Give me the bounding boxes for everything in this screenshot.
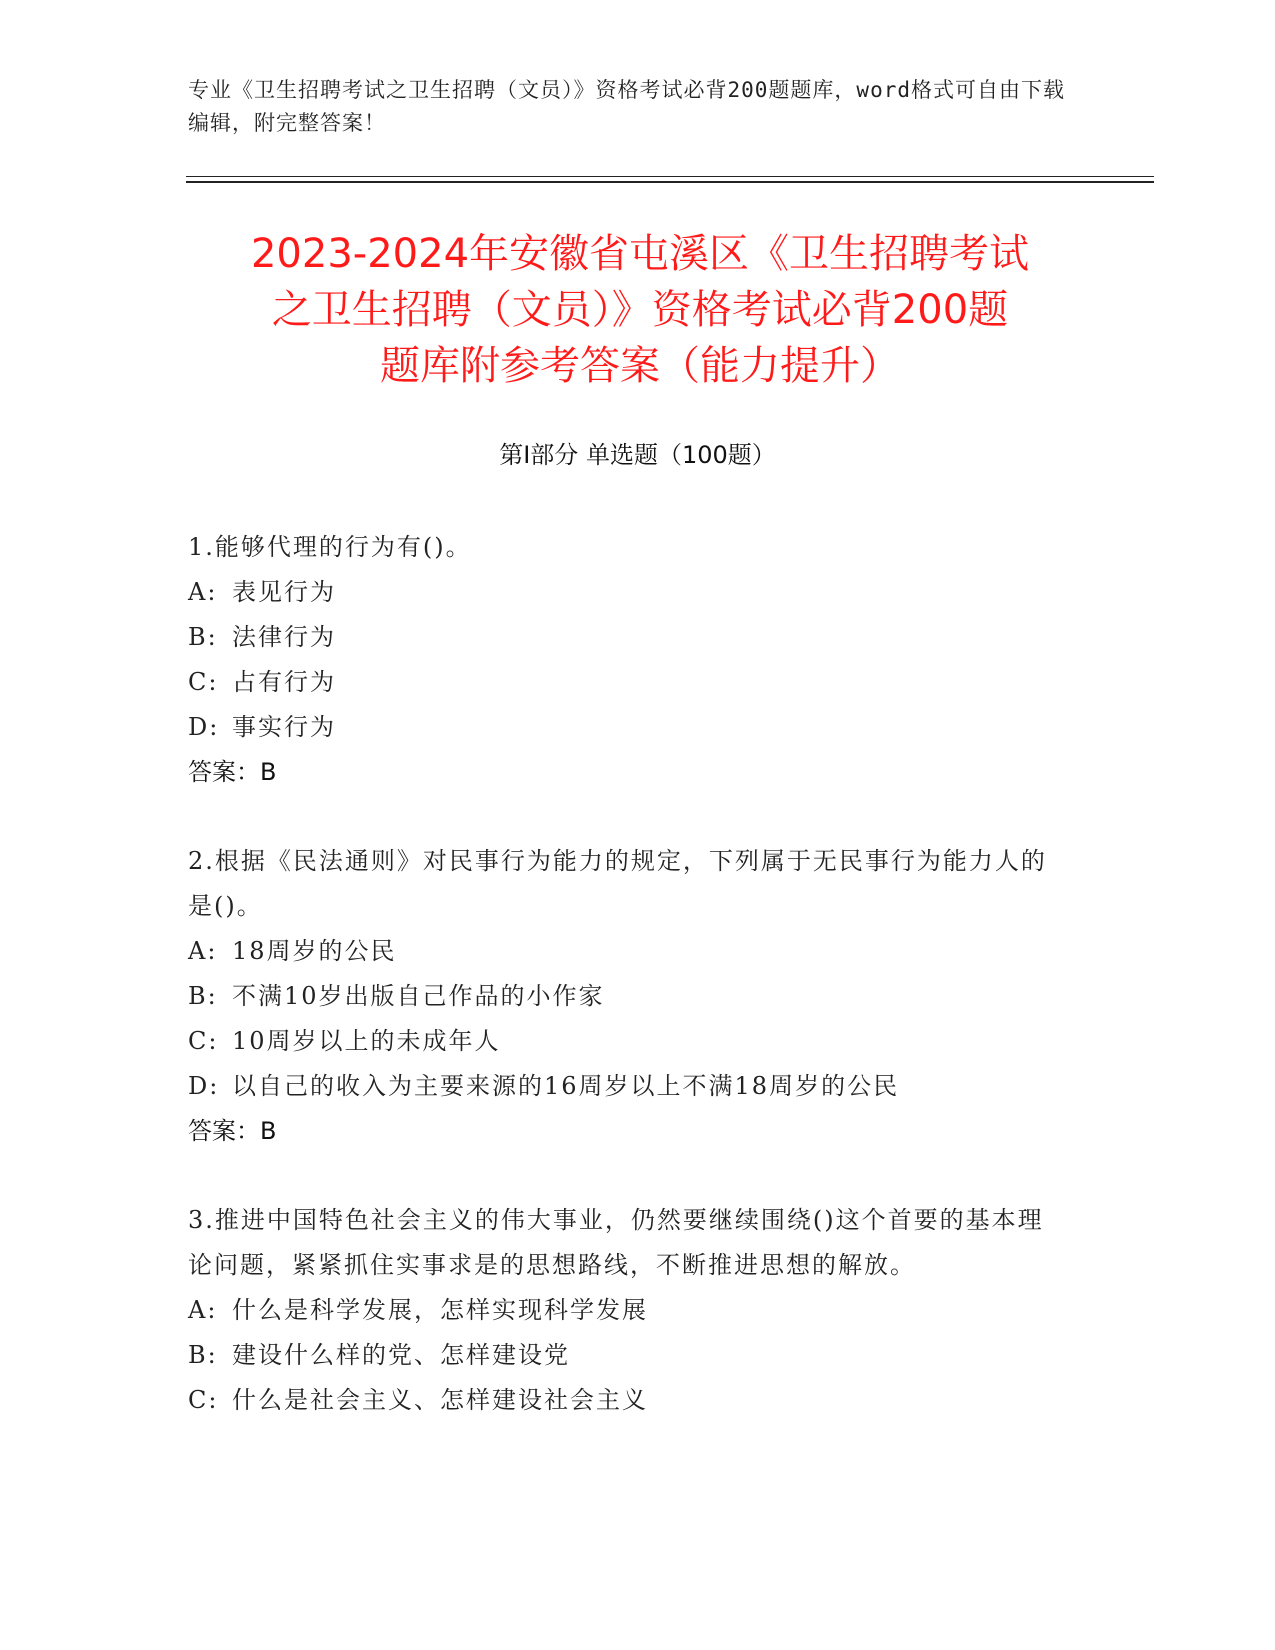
- question-stem: 3.推进中国特色社会主义的伟大事业，仍然要继续围绕()这个首要的基本理论问题，紧紧抓住实事求是的思想路线，不断推进思想的解放。: [188, 1206, 1044, 1279]
- option-a: [188, 1288, 1068, 1333]
- option-key: B:: [188, 623, 218, 651]
- option-key: C:: [188, 668, 219, 696]
- option-d: [188, 705, 1068, 750]
- option-key: A:: [188, 578, 218, 606]
- document-title-line: 之卫生招聘（文员）》资格考试必背200题: [271, 287, 1009, 333]
- option-text: 什么是社会主义、怎样建设社会主义: [232, 1386, 648, 1414]
- option-text: 18周岁的公民: [232, 937, 397, 965]
- option-text: 表见行为: [232, 578, 336, 606]
- option-key: C:: [188, 1027, 219, 1055]
- option-text: 以自己的收入为主要来源的16周岁以上不满18周岁的公民: [232, 1072, 900, 1100]
- option-a: [188, 570, 1068, 615]
- option-b: [188, 615, 1068, 660]
- option-text: 什么是科学发展，怎样实现科学发展: [232, 1296, 648, 1324]
- option-text: 10周岁以上的未成年人: [232, 1027, 501, 1055]
- option-text: 法律行为: [232, 623, 336, 651]
- option-key: A:: [188, 937, 218, 965]
- option-b: [188, 1333, 1068, 1378]
- header-rule-thick: [186, 181, 1154, 183]
- section-title: 第Ⅰ部分 单选题（100题）: [499, 441, 776, 469]
- question-stem: 1.能够代理的行为有()。: [188, 533, 472, 561]
- option-text: 占有行为: [232, 668, 336, 696]
- header-rule-thin: [186, 176, 1154, 177]
- option-key: D:: [188, 713, 220, 741]
- question-item: [188, 839, 1068, 1154]
- answer-line: 答案：B: [188, 758, 277, 786]
- page-header-note: 专业《卫生招聘考试之卫生招聘（文员）》资格考试必背200题题库，word格式可自由下载编辑，附完整答案！: [188, 78, 1065, 135]
- option-key: A:: [188, 1296, 218, 1324]
- option-a: [188, 929, 1068, 974]
- question-list: [188, 525, 1068, 1467]
- option-c: [188, 660, 1068, 705]
- question-item: [188, 1198, 1068, 1423]
- option-c: [188, 1378, 1068, 1423]
- option-key: C:: [188, 1386, 219, 1414]
- option-c: [188, 1019, 1068, 1064]
- option-text: 事实行为: [232, 713, 336, 741]
- answer-line: 答案：B: [188, 1117, 277, 1145]
- document-title-line: 题库附参考答案（能力提升）: [380, 343, 900, 389]
- option-d: [188, 1064, 1068, 1109]
- question-item: [188, 525, 1068, 795]
- document-title: [180, 226, 1100, 394]
- question-stem: 2.根据《民法通则》对民事行为能力的规定，下列属于无民事行为能力人的是()。: [188, 847, 1047, 920]
- option-key: B:: [188, 1341, 218, 1369]
- option-key: B:: [188, 982, 218, 1010]
- option-text: 不满10岁出版自己作品的小作家: [232, 982, 605, 1010]
- option-text: 建设什么样的党、怎样建设党: [232, 1341, 570, 1369]
- document-title-line: 2023-2024年安徽省屯溪区《卫生招聘考试: [250, 231, 1030, 277]
- option-b: [188, 974, 1068, 1019]
- option-key: D:: [188, 1072, 220, 1100]
